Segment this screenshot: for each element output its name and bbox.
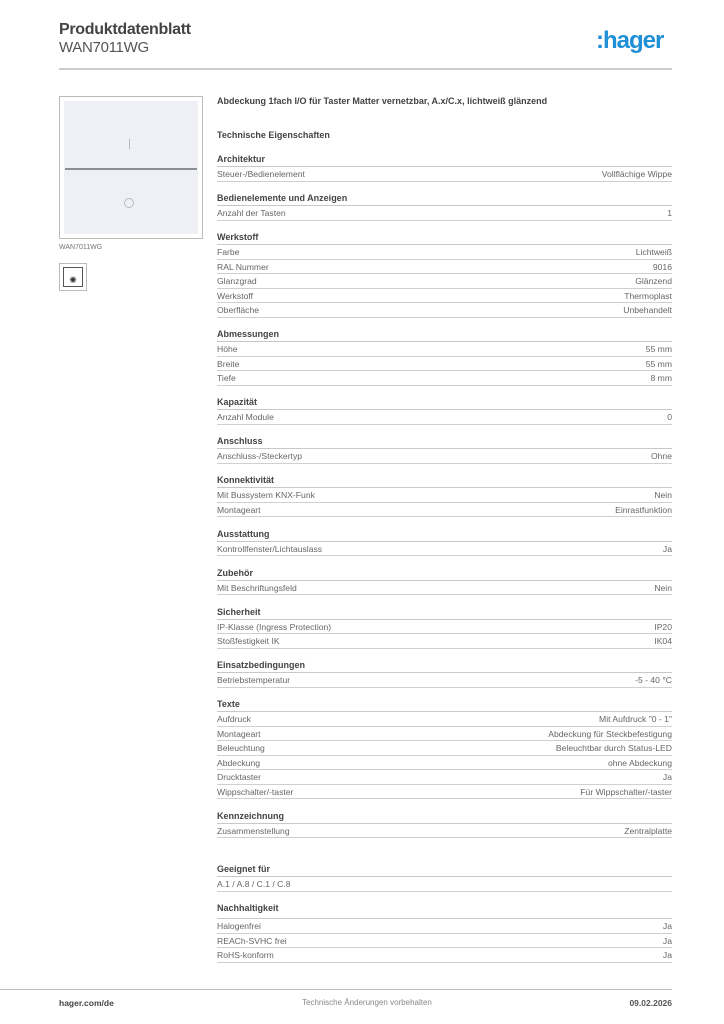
property-section	[217, 395, 672, 425]
table-row	[217, 449, 672, 464]
property-value: Mit Aufdruck "0 - 1"	[599, 714, 672, 724]
property-label: A.1 / A.8 / C.1 / C.8	[217, 879, 291, 889]
property-label: Abdeckung	[217, 757, 261, 768]
property-value: 8 mm	[650, 373, 672, 383]
product-image	[59, 96, 203, 239]
property-value: -5 - 40 °C	[635, 675, 672, 685]
property-section	[217, 434, 672, 464]
section-heading: Abmessungen	[217, 327, 672, 342]
property-section	[217, 327, 672, 386]
property-value: Ohne	[650, 451, 672, 461]
section-heading: Bedienelemente und Anzeigen	[217, 191, 672, 206]
table-row	[217, 673, 672, 688]
property-value: 1	[667, 208, 672, 218]
table-row	[217, 303, 672, 318]
section-heading: Werkstoff	[217, 230, 672, 245]
property-section	[217, 191, 672, 221]
table-row	[217, 785, 672, 800]
property-label: Breite	[217, 358, 240, 369]
property-label: Halogenfrei	[217, 921, 261, 931]
table-row	[217, 371, 672, 386]
footer-divider	[0, 989, 672, 990]
table-row	[217, 342, 672, 357]
table-row	[217, 824, 672, 839]
property-value: Ja	[662, 921, 672, 931]
property-value: Nein	[654, 490, 672, 500]
page-title: Produktdatenblatt	[59, 21, 191, 38]
property-value: Glänzend	[635, 276, 672, 286]
property-label: IP-Klasse (Ingress Protection)	[217, 621, 332, 632]
property-label: Beleuchtung	[217, 743, 265, 753]
section-heading: Ausstattung	[217, 527, 672, 542]
section-heading: Kapazität	[217, 395, 672, 410]
property-value: Zentralplatte	[624, 825, 672, 836]
property-label: Werkstoff	[217, 290, 253, 301]
property-label: Anschluss-/Steckertyp	[217, 451, 303, 461]
section-heading: Zubehör	[217, 566, 672, 581]
property-label: Anzahl Module	[217, 412, 274, 422]
property-value: ohne Abdeckung	[607, 757, 672, 768]
table-row	[217, 727, 672, 742]
table-row	[217, 620, 672, 635]
property-label: Montageart	[217, 504, 261, 515]
property-label: Glanzgrad	[217, 276, 257, 286]
table-row	[217, 167, 672, 182]
property-label: Tiefe	[217, 373, 236, 383]
property-label: Anzahl der Tasten	[217, 208, 286, 218]
property-value: 9016	[652, 261, 672, 272]
property-section	[217, 152, 672, 182]
property-section	[217, 658, 672, 688]
table-row	[217, 274, 672, 289]
tech-heading: Technische Eigenschaften	[217, 130, 330, 140]
property-label: REACh-SVHC frei	[217, 935, 287, 946]
footer-disclaimer: Technische Änderungen vorbehalten	[302, 998, 432, 1007]
property-value: Beleuchtbar durch Status-LED	[555, 743, 672, 753]
property-value: IP20	[654, 621, 672, 632]
table-row	[217, 634, 672, 649]
section-heading: Geeignet für	[217, 862, 672, 877]
property-section	[217, 230, 672, 318]
section-heading: Texte	[217, 697, 672, 712]
property-label: Kontrollfenster/Lichtauslass	[217, 543, 323, 554]
table-row	[217, 770, 672, 785]
product-description: Abdeckung 1fach I/O für Taster Matter vernetzbar, A.x/C.x, lichtweiß glänzend	[217, 96, 548, 106]
section-heading: Anschluss	[217, 434, 672, 449]
property-label: Mit Bussystem KNX-Funk	[217, 490, 315, 500]
section-heading: Kennzeichnung	[217, 809, 672, 824]
property-value: Vollflächige Wippe	[601, 169, 672, 179]
table-row	[217, 741, 672, 756]
property-label: RoHS-konform	[217, 950, 274, 960]
property-value: Ja	[662, 772, 672, 782]
property-value: 55 mm	[645, 358, 672, 369]
table-row	[217, 877, 672, 892]
property-label: Drucktaster	[217, 772, 261, 782]
table-row	[217, 712, 672, 727]
table-row	[217, 245, 672, 260]
section-heading: Nachhaltigkeit	[217, 901, 672, 919]
property-value: 0	[667, 412, 672, 422]
table-row	[217, 581, 672, 596]
property-label: Aufdruck	[217, 714, 251, 724]
property-label: Stoßfestigkeit IK	[217, 636, 280, 646]
property-section	[217, 862, 672, 892]
property-label: Höhe	[217, 344, 238, 354]
property-value: IK04	[654, 636, 672, 646]
property-section	[217, 527, 672, 557]
property-value: 55 mm	[645, 344, 672, 354]
section-heading: Sicherheit	[217, 605, 672, 620]
section-heading: Architektur	[217, 152, 672, 167]
table-row	[217, 357, 672, 372]
property-label: RAL Nummer	[217, 261, 269, 272]
property-label: Wippschalter/-taster	[217, 786, 294, 797]
section-heading: Einsatzbedingungen	[217, 658, 672, 673]
property-label: Montageart	[217, 728, 261, 739]
footer-date: 09.02.2026	[629, 998, 672, 1008]
table-row	[217, 503, 672, 518]
property-section	[217, 809, 672, 839]
property-value: Unbehandelt	[623, 305, 672, 315]
property-label: Oberfläche	[217, 305, 260, 315]
property-label: Steuer-/Bedienelement	[217, 169, 305, 179]
table-row	[217, 410, 672, 425]
property-value: Einrastfunktion	[615, 504, 672, 515]
table-row	[217, 919, 672, 934]
property-value: Thermoplast	[624, 290, 672, 301]
property-value: Lichtweiß	[635, 247, 672, 257]
property-section	[217, 901, 672, 963]
property-value: Nein	[654, 582, 672, 593]
status-led-icon: ✺	[59, 263, 87, 291]
property-section	[217, 566, 672, 596]
table-row	[217, 934, 672, 949]
property-value: Ja	[662, 950, 672, 960]
property-value: Abdeckung für Steckbefestigung	[548, 728, 672, 739]
hager-logo: :hager	[596, 27, 664, 54]
footer-website[interactable]: hager.com/de	[59, 998, 114, 1008]
table-row	[217, 756, 672, 771]
table-row	[217, 488, 672, 503]
properties-table	[217, 152, 672, 972]
property-section	[217, 605, 672, 649]
image-caption: WAN7011WG	[59, 244, 103, 251]
property-label: Zusammenstellung	[217, 825, 290, 836]
divider	[59, 68, 672, 70]
table-row	[217, 260, 672, 275]
property-label: Farbe	[217, 247, 240, 257]
property-section	[217, 697, 672, 799]
table-row	[217, 206, 672, 221]
table-row	[217, 948, 672, 963]
table-row	[217, 542, 672, 557]
property-label: Betriebstemperatur	[217, 675, 291, 685]
property-value: Ja	[662, 543, 672, 554]
section-heading: Konnektivität	[217, 473, 672, 488]
table-row	[217, 289, 672, 304]
property-section	[217, 473, 672, 517]
property-value: Für Wippschalter/-taster	[580, 786, 672, 797]
product-code: WAN7011WG	[59, 39, 149, 56]
property-value: Ja	[662, 935, 672, 946]
property-label: Mit Beschriftungsfeld	[217, 582, 297, 593]
